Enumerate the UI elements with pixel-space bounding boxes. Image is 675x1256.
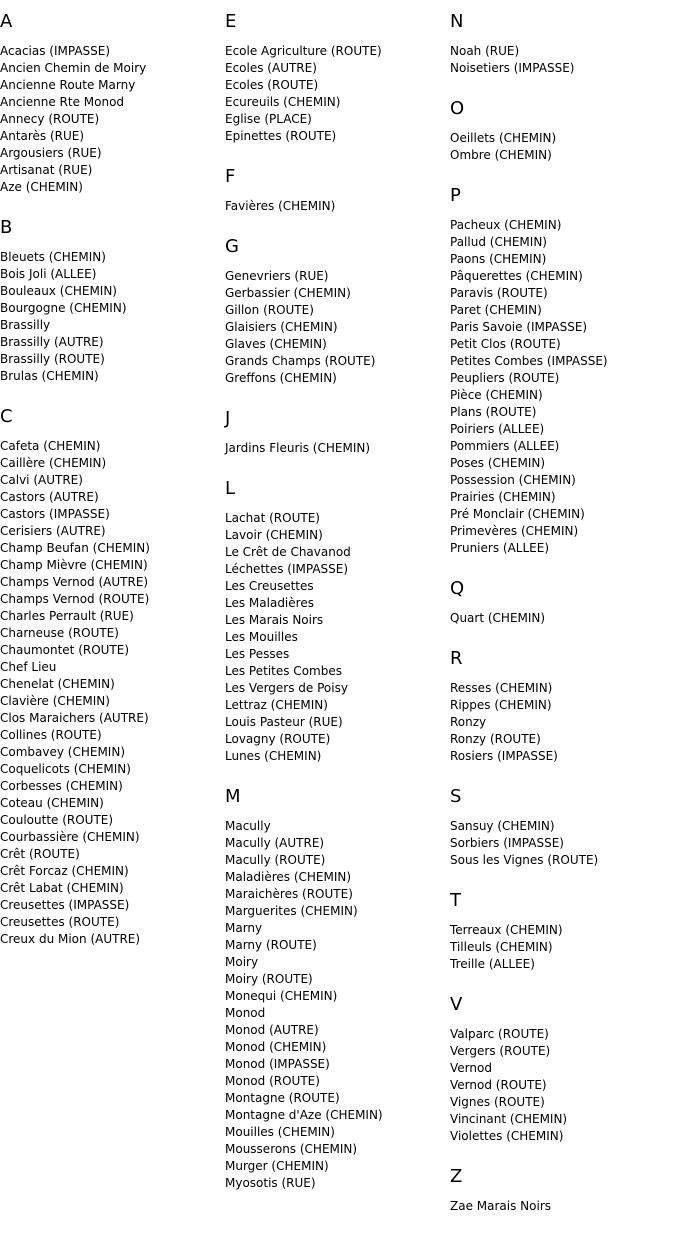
street-name: Plans (ROUTE) <box>450 405 537 419</box>
street-name: Vernod <box>450 1061 492 1075</box>
street-list <box>0 438 225 970</box>
street-name: Louis Pasteur (RUE) <box>225 715 343 729</box>
street-list <box>450 680 675 787</box>
letter-heading: N <box>450 11 464 32</box>
street-name: Possession (CHEMIN) <box>450 473 576 487</box>
street-name: Pommiers (ALLEE) <box>450 439 560 453</box>
street-name: Aze (CHEMIN) <box>0 180 83 194</box>
street-list <box>225 510 450 787</box>
street-name: Cafeta (CHEMIN) <box>0 439 101 453</box>
street-name: Brassilly <box>0 318 51 332</box>
street-name: Vernod (ROUTE) <box>450 1078 547 1092</box>
letter-heading: Z <box>450 1166 463 1187</box>
street-name: Lettraz (CHEMIN) <box>225 698 328 712</box>
street-name: Couloutte (ROUTE) <box>0 813 114 827</box>
street-list <box>225 43 450 167</box>
street-name: Monod (CHEMIN) <box>225 1040 327 1054</box>
street-name: Primevères (CHEMIN) <box>450 524 579 538</box>
street-name: Noisetiers (IMPASSE) <box>450 61 575 75</box>
street-name: Crêt Labat (CHEMIN) <box>0 881 124 895</box>
street-name: Montagne (ROUTE) <box>225 1091 340 1105</box>
street-name: Sous les Vignes (ROUTE) <box>450 853 599 867</box>
street-name: Violettes (CHEMIN) <box>450 1129 564 1143</box>
street-name: Charles Perrault (RUE) <box>0 609 134 623</box>
street-name: Ecoles (ROUTE) <box>225 78 319 92</box>
street-name: Cerisiers (AUTRE) <box>0 524 106 538</box>
index-column-2 <box>225 12 450 1214</box>
street-name: Valparc (ROUTE) <box>450 1027 549 1041</box>
street-name: Brassilly (ROUTE) <box>0 352 105 366</box>
letter-group-q <box>450 579 675 649</box>
street-name: Chenelat (CHEMIN) <box>0 677 115 691</box>
street-name: Crêt (ROUTE) <box>0 847 80 861</box>
street-name: Le Crêt de Chavanod <box>225 545 351 559</box>
street-name: Ecureuils (CHEMIN) <box>225 95 341 109</box>
street-name: Castors (AUTRE) <box>0 490 99 504</box>
street-name: Maraichères (ROUTE) <box>225 887 353 901</box>
street-name: Ancien Chemin de Moiry <box>0 61 147 75</box>
street-name: Grands Champs (ROUTE) <box>225 354 376 368</box>
street-name: Macully (ROUTE) <box>225 853 326 867</box>
letter-group-z <box>450 1167 675 1237</box>
letter-group-m <box>225 787 450 1214</box>
street-name: Quart (CHEMIN) <box>450 611 546 625</box>
street-name: Chef Lieu <box>0 660 57 674</box>
street-name: Combavey (CHEMIN) <box>0 745 125 759</box>
street-name: Champs Vernod (ROUTE) <box>0 592 150 606</box>
street-name: Favières (CHEMIN) <box>225 199 336 213</box>
street-name: Creux du Mion (AUTRE) <box>0 932 141 946</box>
street-name: Jardins Fleuris (CHEMIN) <box>225 441 371 455</box>
street-name: Corbesses (CHEMIN) <box>0 779 123 793</box>
letter-heading: V <box>450 994 463 1015</box>
street-name: Myosotis (RUE) <box>225 1176 316 1190</box>
street-name: Coquelicots (CHEMIN) <box>0 762 131 776</box>
street-name: Ancienne Route Marny <box>0 78 136 92</box>
street-name: Bouleaux (CHEMIN) <box>0 284 117 298</box>
letter-group-p <box>450 186 675 579</box>
index-column-1 <box>0 12 225 970</box>
letter-heading: R <box>450 648 463 669</box>
street-name: Castors (IMPASSE) <box>0 507 110 521</box>
letter-heading: M <box>225 786 241 807</box>
street-name: Bourgogne (CHEMIN) <box>0 301 127 315</box>
street-name: Les Creusettes <box>225 579 314 593</box>
street-name: Lunes (CHEMIN) <box>225 749 322 763</box>
street-name: Montagne d'Aze (CHEMIN) <box>225 1108 383 1122</box>
letter-group-n <box>450 12 675 99</box>
street-name: Bois Joli (ALLEE) <box>0 267 97 281</box>
street-name: Glaisiers (CHEMIN) <box>225 320 338 334</box>
street-name: Léchettes (IMPASSE) <box>225 562 349 576</box>
street-name: Courbassière (CHEMIN) <box>0 830 140 844</box>
street-list <box>450 1198 675 1237</box>
street-name: Maladières (CHEMIN) <box>225 870 352 884</box>
street-name: Ronzy <box>450 715 487 729</box>
letter-heading: P <box>450 185 461 206</box>
letter-group-f <box>225 167 450 237</box>
street-name: Rippes (CHEMIN) <box>450 698 552 712</box>
street-list <box>450 217 675 579</box>
street-name: Sorbiers (IMPASSE) <box>450 836 564 850</box>
street-list <box>0 249 225 407</box>
street-name: Les Vergers de Poisy <box>225 681 348 695</box>
letter-heading: T <box>450 890 461 911</box>
street-name: Pallud (CHEMIN) <box>450 235 547 249</box>
street-name: Monequi (CHEMIN) <box>225 989 338 1003</box>
street-name: Genevriers (RUE) <box>225 269 329 283</box>
street-name: Marny (ROUTE) <box>225 938 317 952</box>
street-name: Lachat (ROUTE) <box>225 511 320 525</box>
street-name: Brulas (CHEMIN) <box>0 369 99 383</box>
street-name: Resses (CHEMIN) <box>450 681 553 695</box>
street-list <box>225 440 450 479</box>
street-name: Monod <box>225 1006 266 1020</box>
letter-group-l <box>225 479 450 787</box>
street-name: Caillère (CHEMIN) <box>0 456 107 470</box>
street-name: Calvi (AUTRE) <box>0 473 83 487</box>
letter-group-r <box>450 649 675 787</box>
letter-group-t <box>450 891 675 995</box>
letter-group-b <box>0 218 225 407</box>
street-name: Collines (ROUTE) <box>0 728 102 742</box>
street-name: Petit Clos (ROUTE) <box>450 337 561 351</box>
street-name: Brassilly (AUTRE) <box>0 335 104 349</box>
street-name: Ronzy (ROUTE) <box>450 732 541 746</box>
street-name: Ecole Agriculture (ROUTE) <box>225 44 382 58</box>
letter-group-j <box>225 409 450 479</box>
street-name: Lovagny (ROUTE) <box>225 732 331 746</box>
street-name: Peupliers (ROUTE) <box>450 371 560 385</box>
street-name: Paret (CHEMIN) <box>450 303 542 317</box>
street-list <box>225 818 450 1214</box>
street-name: Les Mouilles <box>225 630 298 644</box>
letter-heading: L <box>225 478 236 499</box>
street-name: Mousserons (CHEMIN) <box>225 1142 358 1156</box>
street-name: Mouilles (CHEMIN) <box>225 1125 335 1139</box>
street-name: Clos Maraichers (AUTRE) <box>0 711 149 725</box>
street-name: Noah (RUE) <box>450 44 520 58</box>
street-name: Gerbassier (CHEMIN) <box>225 286 351 300</box>
street-list <box>450 43 675 99</box>
street-list <box>225 198 450 237</box>
street-name: Zae Marais Noirs <box>450 1199 552 1213</box>
street-name: Oeillets (CHEMIN) <box>450 131 557 145</box>
letter-group-o <box>450 99 675 186</box>
letter-group-c <box>0 407 225 970</box>
street-name: Lavoir (CHEMIN) <box>225 528 323 542</box>
street-name: Paris Savoie (IMPASSE) <box>450 320 588 334</box>
street-name: Gillon (ROUTE) <box>225 303 314 317</box>
street-name: Pré Monclair (CHEMIN) <box>450 507 585 521</box>
street-list <box>450 1026 675 1167</box>
street-name: Bleuets (CHEMIN) <box>0 250 106 264</box>
street-name: Sansuy (CHEMIN) <box>450 819 555 833</box>
street-name: Poiriers (ALLEE) <box>450 422 545 436</box>
street-name: Champs Vernod (AUTRE) <box>0 575 149 589</box>
street-name: Macully <box>225 819 271 833</box>
street-name: Coteau (CHEMIN) <box>0 796 104 810</box>
street-name: Moiry <box>225 955 259 969</box>
street-name: Paravis (ROUTE) <box>450 286 548 300</box>
street-list <box>450 818 675 891</box>
street-name: Eglise (PLACE) <box>225 112 312 126</box>
street-name: Pruniers (ALLEE) <box>450 541 549 555</box>
street-name: Vincinant (CHEMIN) <box>450 1112 568 1126</box>
street-name: Acacias (IMPASSE) <box>0 44 111 58</box>
street-name: Annecy (ROUTE) <box>0 112 100 126</box>
street-name: Terreaux (CHEMIN) <box>450 923 563 937</box>
street-name: Petites Combes (IMPASSE) <box>450 354 608 368</box>
street-name: Clavière (CHEMIN) <box>0 694 110 708</box>
street-name: Les Marais Noirs <box>225 613 324 627</box>
street-name: Les Petites Combes <box>225 664 342 678</box>
street-name: Murger (CHEMIN) <box>225 1159 329 1173</box>
street-name: Treille (ALLEE) <box>450 957 535 971</box>
street-name: Tilleuls (CHEMIN) <box>450 940 553 954</box>
letter-heading: B <box>0 217 13 238</box>
street-name: Vergers (ROUTE) <box>450 1044 551 1058</box>
street-name: Creusettes (ROUTE) <box>0 915 120 929</box>
letter-heading: O <box>450 98 465 119</box>
street-name: Marny <box>225 921 263 935</box>
street-name: Ancienne Rte Monod <box>0 95 125 109</box>
street-name: Ombre (CHEMIN) <box>450 148 552 162</box>
street-name: Chaumontet (ROUTE) <box>0 643 130 657</box>
street-list <box>225 268 450 409</box>
street-name: Monod (ROUTE) <box>225 1074 320 1088</box>
letter-heading: S <box>450 786 462 807</box>
street-name: Les Pesses <box>225 647 290 661</box>
street-name: Macully (AUTRE) <box>225 836 325 850</box>
street-list <box>0 43 225 218</box>
street-name: Champ Beufan (CHEMIN) <box>0 541 150 555</box>
street-name: Argousiers (RUE) <box>0 146 102 160</box>
street-list <box>450 922 675 995</box>
letter-heading: A <box>0 11 13 32</box>
street-name: Rosiers (IMPASSE) <box>450 749 558 763</box>
street-name: Crêt Forcaz (CHEMIN) <box>0 864 129 878</box>
letter-heading: E <box>225 11 237 32</box>
street-name: Artisanat (RUE) <box>0 163 93 177</box>
street-name: Vignes (ROUTE) <box>450 1095 545 1109</box>
street-name: Pièce (CHEMIN) <box>450 388 543 402</box>
street-list <box>450 610 675 649</box>
street-name: Antarès (RUE) <box>0 129 85 143</box>
street-index <box>0 12 675 1252</box>
street-name: Moiry (ROUTE) <box>225 972 313 986</box>
street-name: Glaves (CHEMIN) <box>225 337 327 351</box>
letter-heading: C <box>0 406 13 427</box>
street-name: Greffons (CHEMIN) <box>225 371 337 385</box>
street-name: Charneuse (ROUTE) <box>0 626 119 640</box>
letter-group-a <box>0 12 225 218</box>
letter-group-s <box>450 787 675 891</box>
street-name: Poses (CHEMIN) <box>450 456 546 470</box>
street-name: Creusettes (IMPASSE) <box>0 898 130 912</box>
street-name: Prairies (CHEMIN) <box>450 490 556 504</box>
letter-group-v <box>450 995 675 1167</box>
street-name: Champ Mièvre (CHEMIN) <box>0 558 148 572</box>
letter-group-g <box>225 237 450 409</box>
index-column-3 <box>450 12 675 1237</box>
street-name: Pâquerettes (CHEMIN) <box>450 269 583 283</box>
street-list <box>450 130 675 186</box>
street-name: Pacheux (CHEMIN) <box>450 218 562 232</box>
letter-heading: J <box>225 408 231 429</box>
letter-heading: Q <box>450 578 465 599</box>
letter-heading: F <box>225 166 236 187</box>
street-name: Ecoles (AUTRE) <box>225 61 317 75</box>
street-name: Monod (IMPASSE) <box>225 1057 330 1071</box>
street-name: Marguerites (CHEMIN) <box>225 904 358 918</box>
letter-heading: G <box>225 236 239 257</box>
street-name: Paons (CHEMIN) <box>450 252 547 266</box>
street-name: Epinettes (ROUTE) <box>225 129 337 143</box>
letter-group-e <box>225 12 450 167</box>
street-name: Les Maladières <box>225 596 314 610</box>
street-name: Monod (AUTRE) <box>225 1023 319 1037</box>
